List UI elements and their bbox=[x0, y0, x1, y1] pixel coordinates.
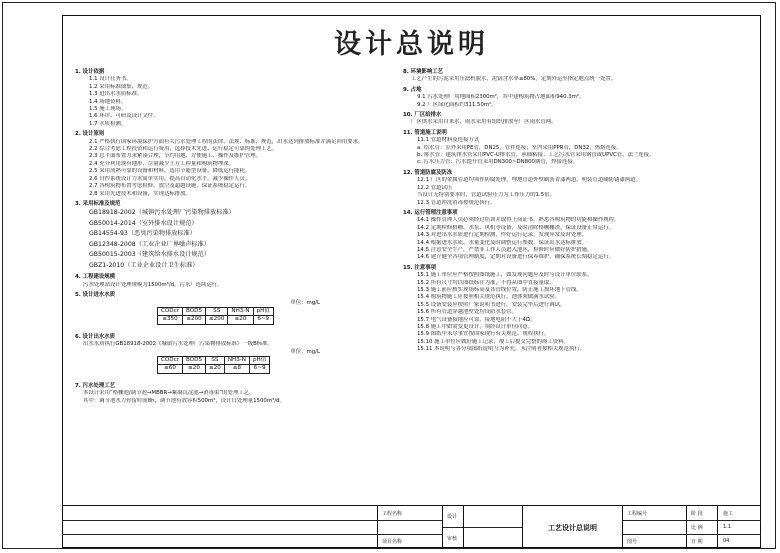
standard-item: GB12348-2008（工业企业厂界噪声标准） bbox=[89, 240, 210, 248]
list-item: 1.3 进出水水质标准。 bbox=[89, 91, 143, 98]
section-heading: 2. 设计原则 bbox=[75, 131, 105, 138]
table-header-cell: CODcr bbox=[158, 356, 183, 364]
list-item: 12.3 管道冲洗消毒按规范执行。 bbox=[417, 199, 496, 206]
design-label: 设计 bbox=[447, 514, 458, 520]
effluent-quality-table bbox=[157, 356, 270, 374]
list-item: 2.7 各构筑物布置考虑检修、放空及超越设施，保证系统稳定运行。 bbox=[89, 183, 251, 190]
list-item: 15.3 施工前应核实现场标高及各管线位置，防止施工损坏地下管线。 bbox=[417, 286, 582, 293]
unit-label: 单位：mg/L bbox=[290, 348, 320, 355]
list-item: 15.6 所有管道穿越池壁处均设防水套管。 bbox=[417, 309, 517, 316]
section-heading: 3. 采用标准及规范 bbox=[75, 200, 121, 207]
list-item: 14.5 注意安全生产，严禁非工作人员进入池区，检修时应做好防护措施。 bbox=[417, 246, 593, 253]
list-item: 2.3 总平面布置力求紧凑合理，节约用地，方便施工、操作及维护管理。 bbox=[89, 153, 262, 160]
table-cell: ≤8 bbox=[224, 365, 249, 373]
list-item: 15.7 电气设备接地应可靠，接地电阻不大于4Ω。 bbox=[417, 316, 536, 323]
list-item: 2.5 采用成熟可靠的设备和材料，选用节能型设备，降低运行能耗。 bbox=[89, 168, 251, 175]
table-header-cell: pH值 bbox=[253, 307, 273, 315]
stage-label: 阶 段 bbox=[691, 511, 703, 517]
paragraph: 工艺产生的污泥采用压滤机脱水，泥饼含水率≤80%，定期外运至指定地点统一处置。 bbox=[411, 76, 617, 83]
section-heading: 1. 设计依据 bbox=[75, 69, 105, 75]
standard-item: GBZ1-2010（工业企业设计卫生标准） bbox=[89, 261, 199, 269]
paragraph: 本设计采用“格栅池/调节池→MBBR→絮凝沉淀池→消毒渠”的处理工艺。 bbox=[83, 390, 255, 397]
table-header-cell: NH3-N bbox=[224, 356, 249, 364]
list-item: 15.9 图纸中未尽事宜按国家现行有关规范、规程执行。 bbox=[417, 331, 550, 338]
list-item: 15.1 施工单位应严格按照图纸施工，如发现问题应及时与设计单位联系。 bbox=[417, 272, 593, 279]
influent-quality-table bbox=[157, 307, 274, 325]
table-cell: 6~9 bbox=[253, 316, 273, 324]
list-item: 14.2 定期检修格栅、水泵、风机等设备，及时清除格栅栅渣，保证设备正常运行。 bbox=[417, 224, 614, 231]
list-item: 14.1 操作管理人员必须经过培训并取得上岗证书，熟悉各构筑物的功能和操作规程。 bbox=[417, 217, 620, 224]
list-item: a. 给水管：室外采用PE管，DN25，管件连接；室内采用PPR管，DN32，热熔连接。 bbox=[417, 144, 622, 151]
table-header-cell: BOD5 bbox=[183, 356, 206, 364]
list-item: 15.8 施工中如需变更设计，须经设计单位同意。 bbox=[417, 324, 534, 330]
list-item: 2.4 充分利用现有地形，尽量减少土方工程量和构筑物埋深。 bbox=[89, 160, 235, 167]
list-item: 2.2 综合考虑工程投资和运行费用，选择技术先进、运行稳定可靠的处理工艺。 bbox=[89, 146, 278, 153]
list-item: 15.5 设备安装应按照厂家说明书进行，安装完毕后进行调试。 bbox=[417, 301, 566, 308]
list-item: 15.2 所有尺寸均以图纸标注为准，不得从图中直接量取。 bbox=[417, 279, 555, 286]
section-heading: 6. 设计出水水质 bbox=[75, 333, 116, 340]
list-item: 15.4 构筑物施工应按照相关规范执行，池体须做满水试验。 bbox=[417, 294, 561, 301]
section-heading: 7. 污水处理工艺 bbox=[75, 382, 116, 389]
list-item: 14.6 建立健全各项管理制度，定期对设备进行保养维护，确保系统长期稳定运行。 bbox=[417, 254, 614, 261]
list-item: 14.4 根据进水水质、水量变化及时调整运行参数，保证出水达标排放。 bbox=[417, 239, 588, 246]
section-heading: 14. 运行管理注意事项 bbox=[403, 209, 458, 216]
table-cell: ≤200 bbox=[183, 316, 206, 324]
inner-frame bbox=[62, 15, 761, 548]
table-cell: ≤350 bbox=[158, 316, 183, 324]
title-block bbox=[62, 505, 761, 549]
table-header-cell: CODcr bbox=[158, 307, 183, 315]
list-item: b. 排水管：建筑排水管采用PVC-U排水管，承插粘接；工艺污水管采用钢管或UPVC管，法兰连接。 bbox=[417, 152, 655, 159]
list-item: 1.5 施工现场。 bbox=[89, 106, 127, 113]
list-item: 1.6 环评、可研及设计文件。 bbox=[89, 113, 159, 120]
list-item: 1.4 场地资料。 bbox=[89, 98, 127, 105]
section-heading: 5. 设计进水水质 bbox=[75, 292, 116, 299]
list-item: c. 污水压力管：污水提升管采用DN300~DN800钢管，焊接连接。 bbox=[417, 159, 579, 166]
section-heading: 10. 厂区给排水 bbox=[403, 112, 442, 119]
list-item: 1.2 采用标准图集、规范。 bbox=[89, 83, 154, 90]
table-cell: ≤20 bbox=[183, 365, 206, 373]
project-label: 工程名称 bbox=[382, 511, 403, 517]
project-number-label: 工程编号 bbox=[627, 511, 648, 517]
left-column bbox=[75, 66, 400, 405]
standard-item: GB50014-2014（室外排水设计规范） bbox=[89, 219, 198, 227]
section-heading: 15. 注意事项 bbox=[403, 264, 436, 271]
paragraph: 其中：调节池水力停留时间8h，调节池有效容积500m³，设计日处理量1500m³/d。 bbox=[83, 397, 285, 404]
paragraph: 污水处理站设计处理规模为1500m³/d，污水厂连续运行。 bbox=[83, 281, 223, 288]
table-cell: 6~9 bbox=[249, 365, 269, 373]
date-label: 日 期 bbox=[691, 539, 703, 545]
list-item: 当设计无特别要求时，管道试验压力为工作压力的1.5倍。 bbox=[417, 192, 555, 199]
list-item: 1.7 水质检测。 bbox=[89, 120, 127, 127]
table-cell: ≤200 bbox=[206, 316, 228, 324]
list-item: 12.2 管道试压 bbox=[417, 184, 453, 191]
section-heading: 12. 管道防腐及防冻 bbox=[403, 169, 453, 176]
section-heading: 8. 环境影响工艺 bbox=[403, 69, 444, 75]
paragraph: 厂区供水采用自来水，雨水采用有组织排放至厂区雨水管网。 bbox=[411, 119, 557, 126]
date-value: 04 bbox=[723, 538, 730, 544]
list-item: 9.1 污水处理厂用地面积2300m²，其中建构筑物占地面积940.3m²。 bbox=[417, 94, 585, 101]
table-cell: ≤60 bbox=[158, 365, 183, 373]
list-item: 9.2 厂区绿化面积约311.50m²。 bbox=[417, 101, 497, 108]
stage-value: 施工 bbox=[723, 511, 734, 517]
table-header-cell: NH3-N bbox=[228, 307, 253, 315]
table-cell: ≤20 bbox=[206, 365, 225, 373]
paragraph: 出水水质执行GB18918-2002《城镇污水处理厂污染物排放标准》一级B标准。 bbox=[83, 341, 273, 348]
table-header-cell: SS bbox=[206, 356, 225, 364]
list-item: 14.3 对进出水水质进行定期检测，作好运行记录，发现异常及时处理。 bbox=[417, 232, 588, 239]
list-item: 11.1 管道材料及连接方式 bbox=[417, 137, 480, 144]
table-cell: ≤20 bbox=[228, 316, 253, 324]
standard-item: GB18918-2002（城镇污水处理厂污染物排放标准） bbox=[89, 209, 235, 217]
table-header-cell: SS bbox=[206, 307, 228, 315]
list-item: 15.10 施工单位应做好施工记录，竣工后提交完整的竣工资料。 bbox=[417, 338, 569, 345]
right-column bbox=[403, 66, 758, 354]
check-label: 审核 bbox=[447, 536, 458, 542]
list-item: 2.6 自控系统设计力求简单实用，提高自动化水平，减少操作人员。 bbox=[89, 175, 251, 182]
list-item: 12.1 厂区的金属管道均须作防腐处理，埋地管道外壁刷沥青漆两道，明装管道刷防锈漆两道。 bbox=[417, 177, 641, 184]
section-heading: 9. 占地 bbox=[403, 86, 422, 93]
list-item: 15.11 本说明与各分项图纸说明互为补充，未注明者按相关规范执行。 bbox=[417, 346, 586, 353]
standard-item: GB14554-93（恶臭污染物排放标准） bbox=[89, 230, 196, 238]
drawing-title: 工艺设计总说明 bbox=[548, 524, 597, 532]
section-heading: 4. 工程建设规模 bbox=[75, 274, 116, 281]
section-heading: 11. 管道施工说明 bbox=[403, 129, 447, 136]
page-title: 设计总说明 bbox=[334, 29, 489, 60]
scale-value: 1:1 bbox=[723, 524, 732, 530]
list-item: 2.8 采用先进技术和设备，实现达标排放。 bbox=[89, 190, 191, 197]
list-item: 1.1 设计任务书。 bbox=[89, 76, 132, 83]
scale-label: 比 例 bbox=[691, 525, 703, 531]
table-header-cell: pH值 bbox=[249, 356, 269, 364]
unit-label: 单位：mg/L bbox=[290, 299, 320, 306]
item-label: 项目名称 bbox=[382, 539, 403, 545]
sheet-number-label: 图号 bbox=[627, 539, 638, 545]
table-header-cell: BOD5 bbox=[183, 307, 206, 315]
standard-item: GB50015-2003（建筑给水排水设计规范） bbox=[89, 251, 210, 259]
list-item: 2.1 严格执行国家环境保护方面有关污水处理工程的法律、法规、标准、规范，出水达到排放标准并满足回用要求。 bbox=[89, 138, 364, 145]
